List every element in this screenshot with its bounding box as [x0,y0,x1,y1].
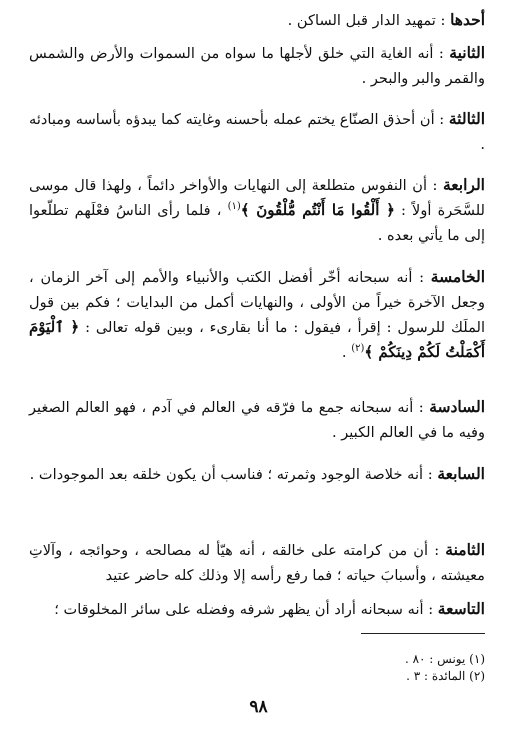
footnote-text: المائدة : ٣ . [406,669,466,683]
quran-quote: ﴿ أَلْقُوا مَا أَنْتُم مُّلْقُونَ ﴾ [240,201,395,219]
paragraph-text: أنه سبحانه أخّر أفضل الكتب والأنبياء والأمم إلى آخر الزمان ، وجعل الآخرة خيراً من الأولى ، والنهايات أكمل من البدايات ؛ فكم بين قول الملَك للرسول : إقرأ ، فيقول : ما أنا بقارىء ، وبين قوله تعالى : [29,269,486,336]
paragraph-4 [29,172,485,248]
label-colon: : [423,466,438,483]
footnote-number: (٢) [469,669,485,683]
label-colon: : [433,45,450,62]
paragraph-2 [29,40,485,91]
paragraph-3 [29,106,485,157]
paragraph-9 [29,596,485,622]
label-colon: : [435,12,451,29]
label-colon: : [412,269,431,286]
footnote-text: يونس : ٨٠ . [404,652,466,666]
paragraph-label: الخامسة [430,267,485,286]
paragraph-text: أنه سبحانه أراد أن يظهر شرفه وفضله على سائر المخلوقات ؛ [54,601,424,618]
paragraph-label: الثالثة [448,109,485,128]
paragraph-6 [29,394,485,445]
paragraph-label: التاسعة [437,599,485,618]
footnote-number: (١) [469,652,485,666]
label-colon: : [428,542,446,559]
paragraph-text: أنه خلاصة الوجود وثمرته ؛ فناسب أن يكون خلقه بعد الموجودات . [29,466,424,483]
paragraph-text: أن أحذق الصنّاع يختم عمله بأحسنه وغايته كما يبدؤه بأساسه ومبادئه . [29,111,485,153]
footnote-ref: (١) [227,201,241,213]
label-colon: : [434,111,449,128]
paragraph-text: ، فلما رأى الناسُ فعْلَهم تطلّعوا إلى ما يأتي بعده . [29,202,485,244]
footnote-ref: (٢) [351,343,365,355]
label-colon: : [423,601,438,618]
paragraph-1 [29,7,485,33]
page-number: ٩٨ [249,697,268,717]
paragraph-label: الثامنة [445,540,485,559]
paragraph-text: أنه الغاية التي خلق لأجلها ما سواه من السموات والأرض والشمس والقمر والبر والبحر . [29,45,485,87]
paragraph-7 [29,461,485,487]
paragraph-text: أنه سبحانه جمع ما فرّقه في العالم في آدم ، فهو العالم الصغير وفيه ما في العالم الكبير . [29,399,485,441]
paragraph-label: السابعة [437,464,485,483]
footnote-1 [185,651,485,667]
paragraph-label: أحدها [450,10,485,29]
paragraph-text: تمهيد الدار قبل الساكن . [287,12,436,29]
paragraph-label: السادسة [429,397,485,416]
paragraph-text: . [341,344,347,361]
label-colon: : [427,177,443,194]
paragraph-label: الثانية [449,43,485,62]
quran-quote: ﴿ ٱلْيَوْمَ أَكْمَلْتُ لَكُمْ دِينَكُمْ ﴾ [29,318,485,361]
paragraph-8 [29,537,485,588]
footnote-2 [185,668,485,684]
footnote-divider [361,633,485,634]
paragraph-text: أن من كرامته على خالقه ، أنه هيّأ له مصالحه ، وحوائجه ، وآلاتِ معيشته ، وأسبابَ حياته ؛ فما رفع رأسه إلا وذلك كله حاضر عتيد [29,542,485,584]
label-colon: : [413,399,430,416]
paragraph-label: الرابعة [443,175,485,194]
paragraph-text: أن النفوس متطلعة إلى النهايات والأواخر دائماً ، ولهذا قال موسى للسَّحَرة أولاً : [29,177,486,219]
paragraph-5 [29,264,485,365]
